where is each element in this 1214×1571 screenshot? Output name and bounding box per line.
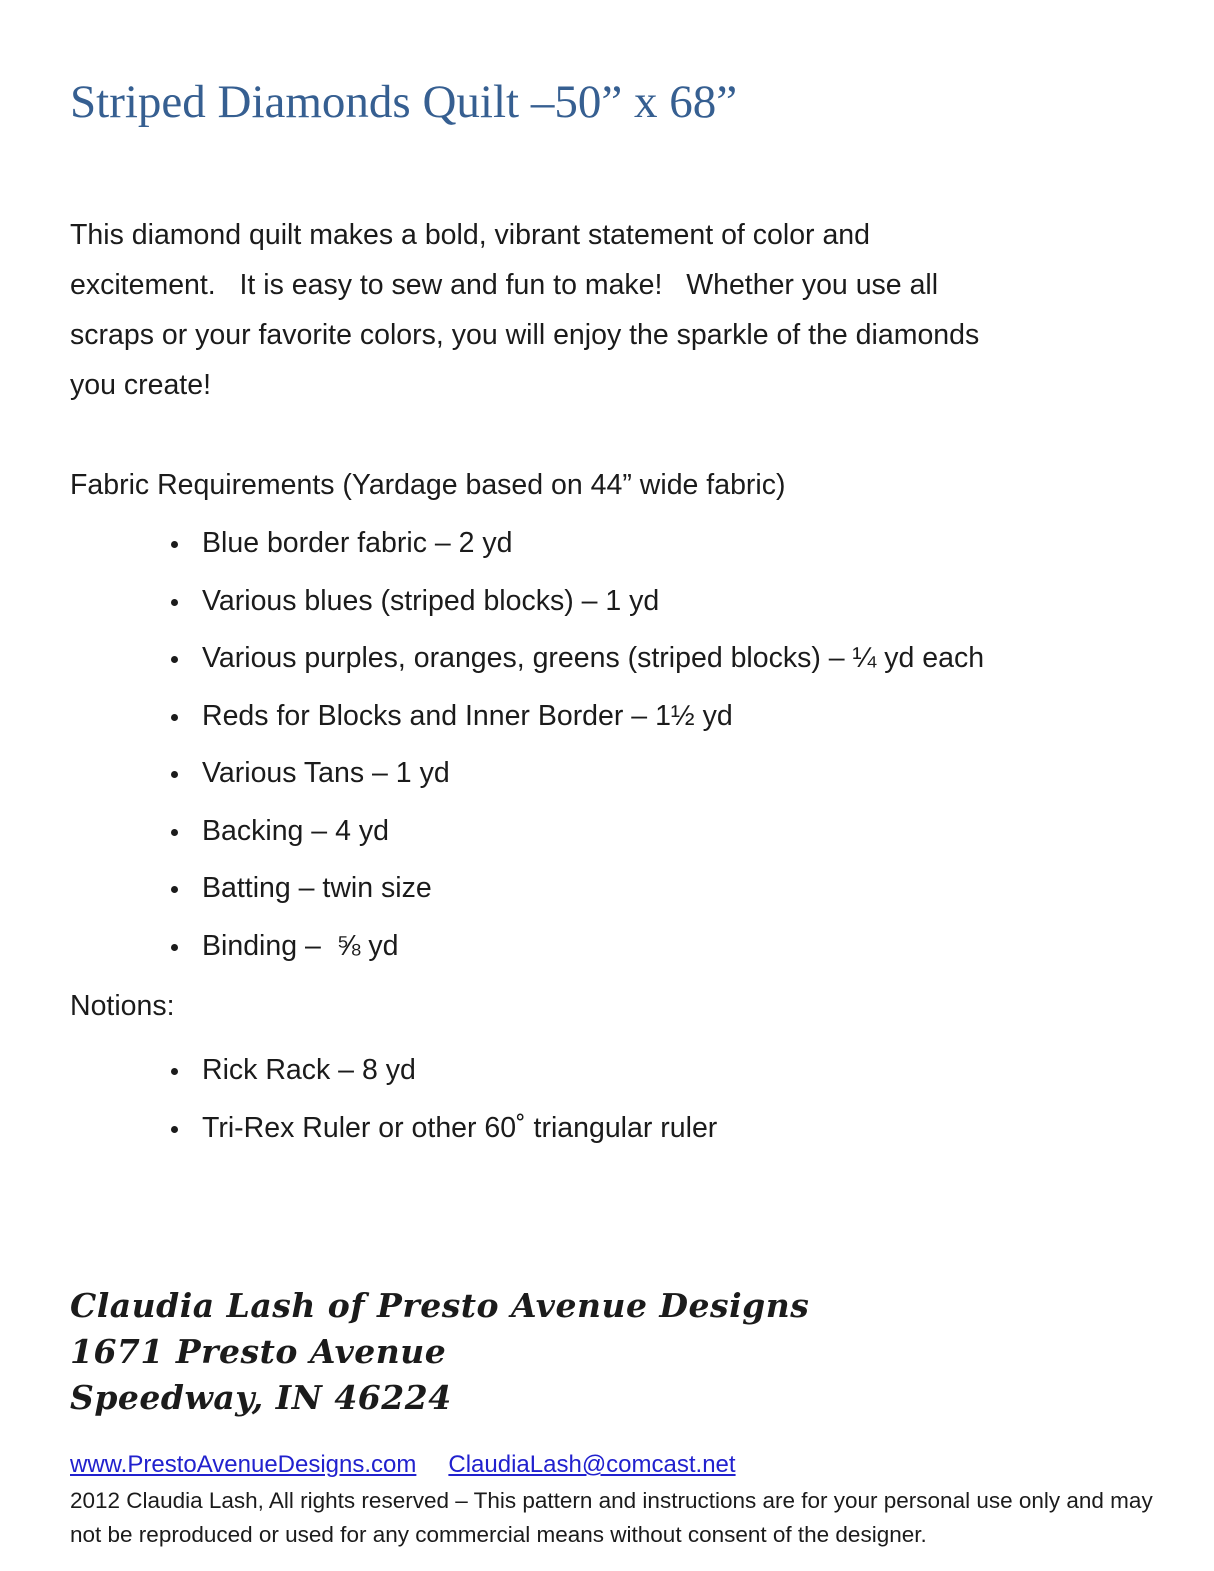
list-item: • Binding – ⅝ yd	[192, 918, 1144, 976]
intro-line: This diamond quilt makes a bold, vibrant statement of color and	[70, 219, 871, 251]
email-link[interactable]: ClaudiaLash@comcast.net	[448, 1451, 736, 1478]
copyright-line: 2012 Claudia Lash, All rights reserved – This pattern and instructions are for your personal use only and may	[70, 1488, 1153, 1513]
list-item: • Rick Rack – 8 yd	[192, 1042, 1144, 1100]
list-item: • Batting – twin size	[192, 860, 1144, 918]
copyright-line: not be reproduced or used for any commercial means without consent of the designer.	[70, 1522, 927, 1547]
list-item: • Blue border fabric – 2 yd	[192, 515, 1144, 573]
designer-signature	[70, 1283, 809, 1421]
notions-list	[70, 1042, 1144, 1157]
page-title: Striped Diamonds Quilt –50” x 68”	[70, 76, 738, 128]
designer-city: Speedway, IN 46224	[70, 1378, 452, 1417]
list-item: • Backing – 4 yd	[192, 803, 1144, 861]
list-item: • Various blues (striped blocks) – 1 yd	[192, 573, 1144, 631]
website-link[interactable]: www.PrestoAvenueDesigns.com	[70, 1451, 417, 1478]
intro-line: you create!	[70, 369, 211, 401]
list-item: • Tri-Rex Ruler or other 60˚ triangular ruler	[192, 1100, 1144, 1158]
intro-line: excitement. It is easy to sew and fun to make! Whether you use all	[70, 269, 939, 301]
intro-paragraph	[70, 210, 1144, 410]
contact-links	[70, 1450, 1160, 1480]
designer-street: 1671 Presto Avenue	[70, 1332, 447, 1371]
notions-heading: Notions:	[70, 990, 175, 1022]
fabric-requirements-list	[70, 515, 1144, 975]
list-item: • Various Tans – 1 yd	[192, 745, 1144, 803]
page-footer	[70, 1450, 1160, 1552]
copyright-text	[70, 1484, 1160, 1552]
list-item: • Reds for Blocks and Inner Border – 1½ yd	[192, 688, 1144, 746]
fabric-requirements-heading: Fabric Requirements (Yardage based on 44” wide fabric)	[70, 469, 786, 501]
list-item: • Various purples, oranges, greens (striped blocks) – ¼ yd each	[192, 630, 1144, 688]
intro-line: scraps or your favorite colors, you will enjoy the sparkle of the diamonds	[70, 319, 980, 351]
designer-name: Claudia Lash of Presto Avenue Designs	[70, 1286, 810, 1325]
